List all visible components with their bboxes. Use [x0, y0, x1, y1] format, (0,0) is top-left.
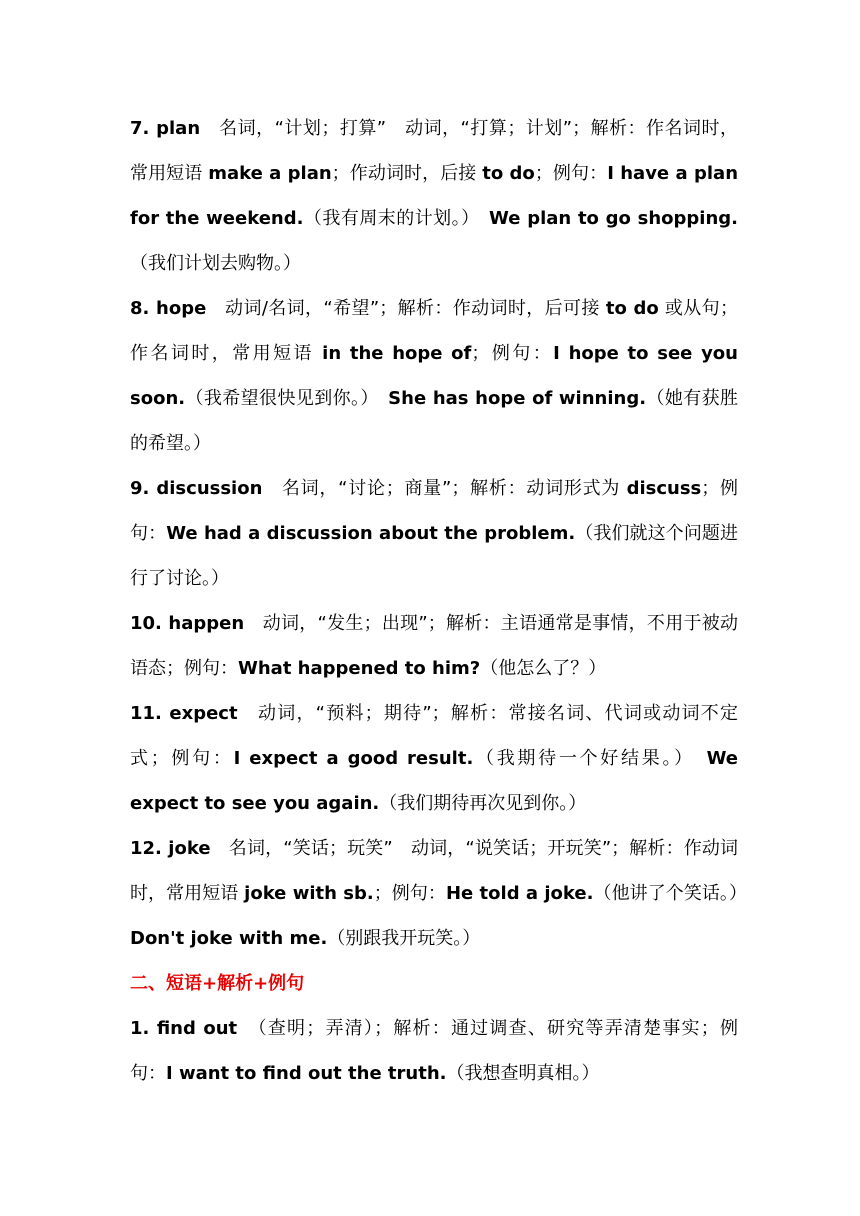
english-text: 12. joke: [130, 838, 211, 859]
vocab-entry: [130, 826, 756, 961]
vocab-entry: [130, 601, 738, 691]
english-text: in the hope of: [322, 343, 472, 364]
english-text: 9. discussion: [130, 478, 263, 499]
chinese-text: （他讲了个笑话。）: [593, 883, 756, 904]
english-text: 1. find out: [130, 1018, 238, 1039]
chinese-text: （查明；弄清）；解析：通过调查、研究等弄清楚事实；例句：: [130, 1018, 738, 1084]
english-text: joke with sb.: [244, 883, 374, 904]
vocab-entry: [130, 466, 738, 601]
chinese-text: ；例句：: [471, 343, 554, 364]
english-text: She has hope of winning.: [388, 388, 647, 409]
chinese-text: （我想查明真相。）: [446, 1063, 600, 1084]
chinese-text: （别跟我开玩笑。）: [327, 928, 481, 949]
vocab-list: [130, 106, 756, 961]
english-text: He told a joke.: [445, 883, 594, 904]
chinese-text: （我有周末的计划。）: [303, 208, 490, 229]
english-text: 7. plan: [130, 118, 201, 139]
vocab-entry: [130, 286, 738, 466]
phrase-list: [130, 1006, 738, 1096]
english-text: 11. expect: [130, 703, 238, 724]
english-text: make a plan: [208, 163, 332, 184]
chinese-text: （她有获胜的希望。）: [130, 388, 739, 454]
chinese-text: 动词/名词，“希望”；解析：作动词时，后可接: [206, 298, 606, 319]
english-text: We expect to see you again.: [130, 748, 739, 814]
english-text: discuss: [626, 478, 702, 499]
chinese-text: 名词，“讨论；商量”；解析：动词形式为: [262, 478, 627, 499]
chinese-text: ；例句：: [373, 883, 446, 904]
vocab-entry: [130, 691, 738, 826]
vocab-entry: [130, 106, 738, 286]
chinese-text: （我们计划去购物。）: [130, 253, 301, 274]
chinese-text: （我期待一个好结果。）: [473, 748, 707, 769]
english-text: to do: [605, 298, 659, 319]
english-text: I have a plan for the weekend.: [130, 163, 739, 229]
chinese-text: （我希望很快见到你。）: [185, 388, 389, 409]
english-text: Don't joke with me.: [130, 928, 328, 949]
english-text: to do: [482, 163, 535, 184]
english-text: I hope to see you soon.: [130, 343, 738, 409]
chinese-text: ；例句：: [534, 163, 608, 184]
chinese-text: 动词，“发生；出现”；解析：主语通常是事情，不用于被动语态；例句：: [130, 613, 738, 679]
chinese-text: 名词，“计划；打算” 动词，“打算；计划”；解析：作名词时，常用短语: [130, 118, 738, 184]
chinese-text: （我们期待再次见到你。）: [379, 793, 587, 814]
english-text: We plan to go shopping.: [489, 208, 739, 229]
english-text: We had a discussion about the problem.: [166, 523, 576, 544]
chinese-text: ；作动词时，后接: [331, 163, 483, 184]
chinese-text: （我们就这个问题进行了讨论。）: [130, 523, 739, 589]
chinese-text: （他怎么了？）: [480, 658, 607, 679]
chinese-text: 动词，“预料；期待”；解析：常接名词、代词或动词不定式；例句：: [130, 703, 738, 769]
english-text: What happened to him?: [238, 658, 481, 679]
english-text: I expect a good result.: [233, 748, 474, 769]
section-heading: 二、短语+解析+例句: [130, 973, 305, 994]
english-text: I want to find out the truth.: [166, 1063, 447, 1084]
vocab-entry: [130, 1006, 738, 1096]
english-text: 10. happen: [130, 613, 245, 634]
chinese-text: 名词，“笑话；玩笑” 动词，“说笑话；开玩笑”；解析：作动词时，常用短语: [130, 838, 738, 904]
chinese-text: 或从句；作名词时，常用短语: [130, 298, 738, 364]
english-text: 8. hope: [130, 298, 207, 319]
chinese-text: ；例句：: [130, 478, 739, 544]
